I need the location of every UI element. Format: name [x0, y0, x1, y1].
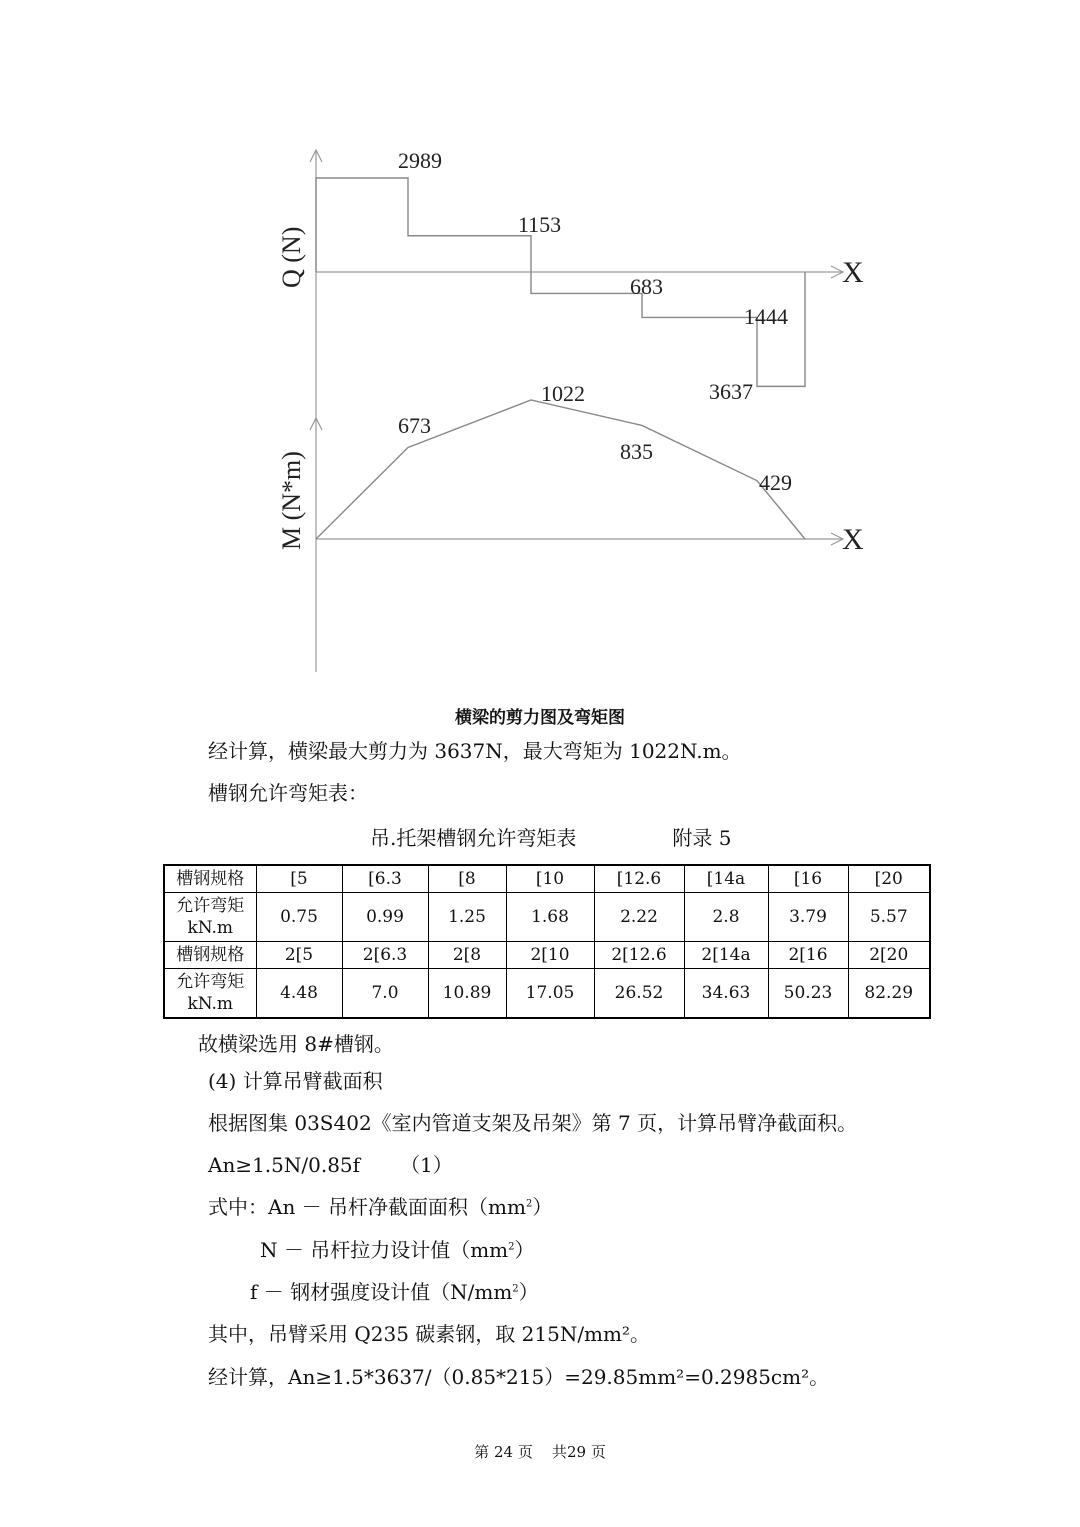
spec-header-cell: 槽钢规格: [164, 865, 256, 893]
q-label-2: 1153: [518, 212, 562, 237]
table-cell: 2[16: [768, 942, 848, 969]
definition-line: [250, 1279, 539, 1305]
definition-text: An － 吊杆净截面面积（mm: [268, 1195, 526, 1219]
figure-caption: 横梁的剪力图及弯矩图: [455, 708, 625, 728]
table-row: [164, 865, 930, 893]
superscript: 2: [525, 1198, 533, 1210]
table-row: [164, 942, 930, 969]
table-intro: 槽钢允许弯矩表：: [208, 781, 368, 805]
calculation-line: 经计算，An≥1.5*3637/（0.85*215）=29.85mm²=0.2985cm²。: [208, 1365, 830, 1389]
moment-header-cell: [164, 969, 256, 1019]
table-cell: 50.23: [768, 969, 848, 1019]
table-cell: [6.3: [342, 865, 428, 893]
table-row: [164, 969, 930, 1019]
total-prefix: 共: [551, 1443, 567, 1461]
moment-line: [316, 400, 805, 539]
table-cell: 17.05: [506, 969, 594, 1019]
page-prefix: 第: [474, 1443, 490, 1461]
table-cell: [10: [506, 865, 594, 893]
q-label-5: 3637: [709, 379, 753, 404]
m-label-1: 673: [398, 413, 431, 438]
table-cell: 34.63: [684, 969, 768, 1019]
channel-steel-moment-table: [163, 864, 931, 1019]
definition-line: [208, 1194, 552, 1220]
section-heading: (4) 计算吊臂截面积: [208, 1069, 383, 1093]
spec-header-cell: 槽钢规格: [164, 942, 256, 969]
table-cell: 2[14a: [684, 942, 768, 969]
m-y-axis-label: M (N*m): [277, 451, 306, 550]
table-cell: 2[8: [428, 942, 506, 969]
page-suffix: 页: [517, 1443, 533, 1461]
formula-number: （1）: [400, 1153, 453, 1177]
m-label-4: 429: [759, 470, 792, 495]
q-label-1: 2989: [398, 148, 442, 173]
m-x-axis-label: X: [842, 523, 864, 556]
table-cell: [20: [848, 865, 930, 893]
conclusion: 故横梁选用 8#槽钢。: [198, 1032, 394, 1056]
table-row: [164, 893, 930, 942]
table-cell: 82.29: [848, 969, 930, 1019]
total-suffix: 页: [590, 1443, 606, 1461]
q-y-axis-label: Q (N): [277, 226, 306, 288]
table-cell: 2.22: [594, 893, 684, 942]
table-cell: [14a: [684, 865, 768, 893]
definition-text: f － 钢材强度设计值（N/mm: [250, 1280, 513, 1304]
table-cell: 0.75: [256, 893, 342, 942]
table-cell: 5.57: [848, 893, 930, 942]
shear-step-line: [316, 178, 805, 386]
definition-close: ）: [518, 1280, 539, 1304]
table-cell: 2.8: [684, 893, 768, 942]
material-line: 其中，吊臂采用 Q235 碳素钢，取 215N/mm²。: [208, 1322, 651, 1346]
table-cell: 7.0: [342, 969, 428, 1019]
table-appendix: 附录 5: [672, 826, 732, 850]
table-cell: 4.48: [256, 969, 342, 1019]
result-line: 经计算，横梁最大剪力为 3637N，最大弯矩为 1022N.m。: [208, 739, 742, 763]
table-title: [370, 822, 731, 851]
moment-header-line2: kN.m: [187, 994, 234, 1014]
table-cell: [16: [768, 865, 848, 893]
page-footer: [0, 1441, 1080, 1462]
table-cell: 2[10: [506, 942, 594, 969]
table-cell: 2[5: [256, 942, 342, 969]
total-pages: 29: [566, 1443, 587, 1461]
q-label-3: 683: [630, 274, 663, 299]
table-cell: 2[20: [848, 942, 930, 969]
table-cell: 2[6.3: [342, 942, 428, 969]
q-label-4: 1444: [744, 304, 788, 329]
definition-close: ）: [532, 1195, 553, 1219]
table-cell: [12.6: [594, 865, 684, 893]
superscript: 2: [508, 1241, 515, 1253]
m-label-3: 835: [620, 439, 653, 464]
moment-header-cell: [164, 893, 256, 942]
where-prefix: 式中：: [208, 1195, 268, 1219]
page-number: 24: [493, 1443, 514, 1461]
moment-header-line2: kN.m: [187, 918, 234, 938]
table-cell: 3.79: [768, 893, 848, 942]
definition-close: ）: [514, 1238, 535, 1262]
table-cell: 10.89: [428, 969, 506, 1019]
m-label-2: 1022: [541, 381, 585, 406]
moment-header-line1: 允许弯矩: [176, 972, 245, 992]
table-cell: [8: [428, 865, 506, 893]
table-cell: 2[12.6: [594, 942, 684, 969]
moment-header-line1: 允许弯矩: [176, 896, 245, 916]
definition-line: [260, 1237, 535, 1263]
definition-text: N － 吊杆拉力设计值（mm: [260, 1238, 509, 1262]
table-title-text: 吊.托架槽钢允许弯矩表: [370, 826, 577, 850]
reference-line: 根据图集 03S402《室内管道支架及吊架》第 7 页，计算吊臂净截面积。: [208, 1111, 858, 1135]
q-x-axis-label: X: [842, 256, 864, 289]
table-cell: 1.25: [428, 893, 506, 942]
shear-moment-diagram: [0, 0, 1080, 690]
formula: An≥1.5N/0.85f: [208, 1153, 361, 1177]
table-cell: 1.68: [506, 893, 594, 942]
table-cell: 26.52: [594, 969, 684, 1019]
table-cell: 0.99: [342, 893, 428, 942]
formula-line: [208, 1152, 453, 1178]
superscript: 2: [512, 1283, 519, 1295]
table-cell: [5: [256, 865, 342, 893]
